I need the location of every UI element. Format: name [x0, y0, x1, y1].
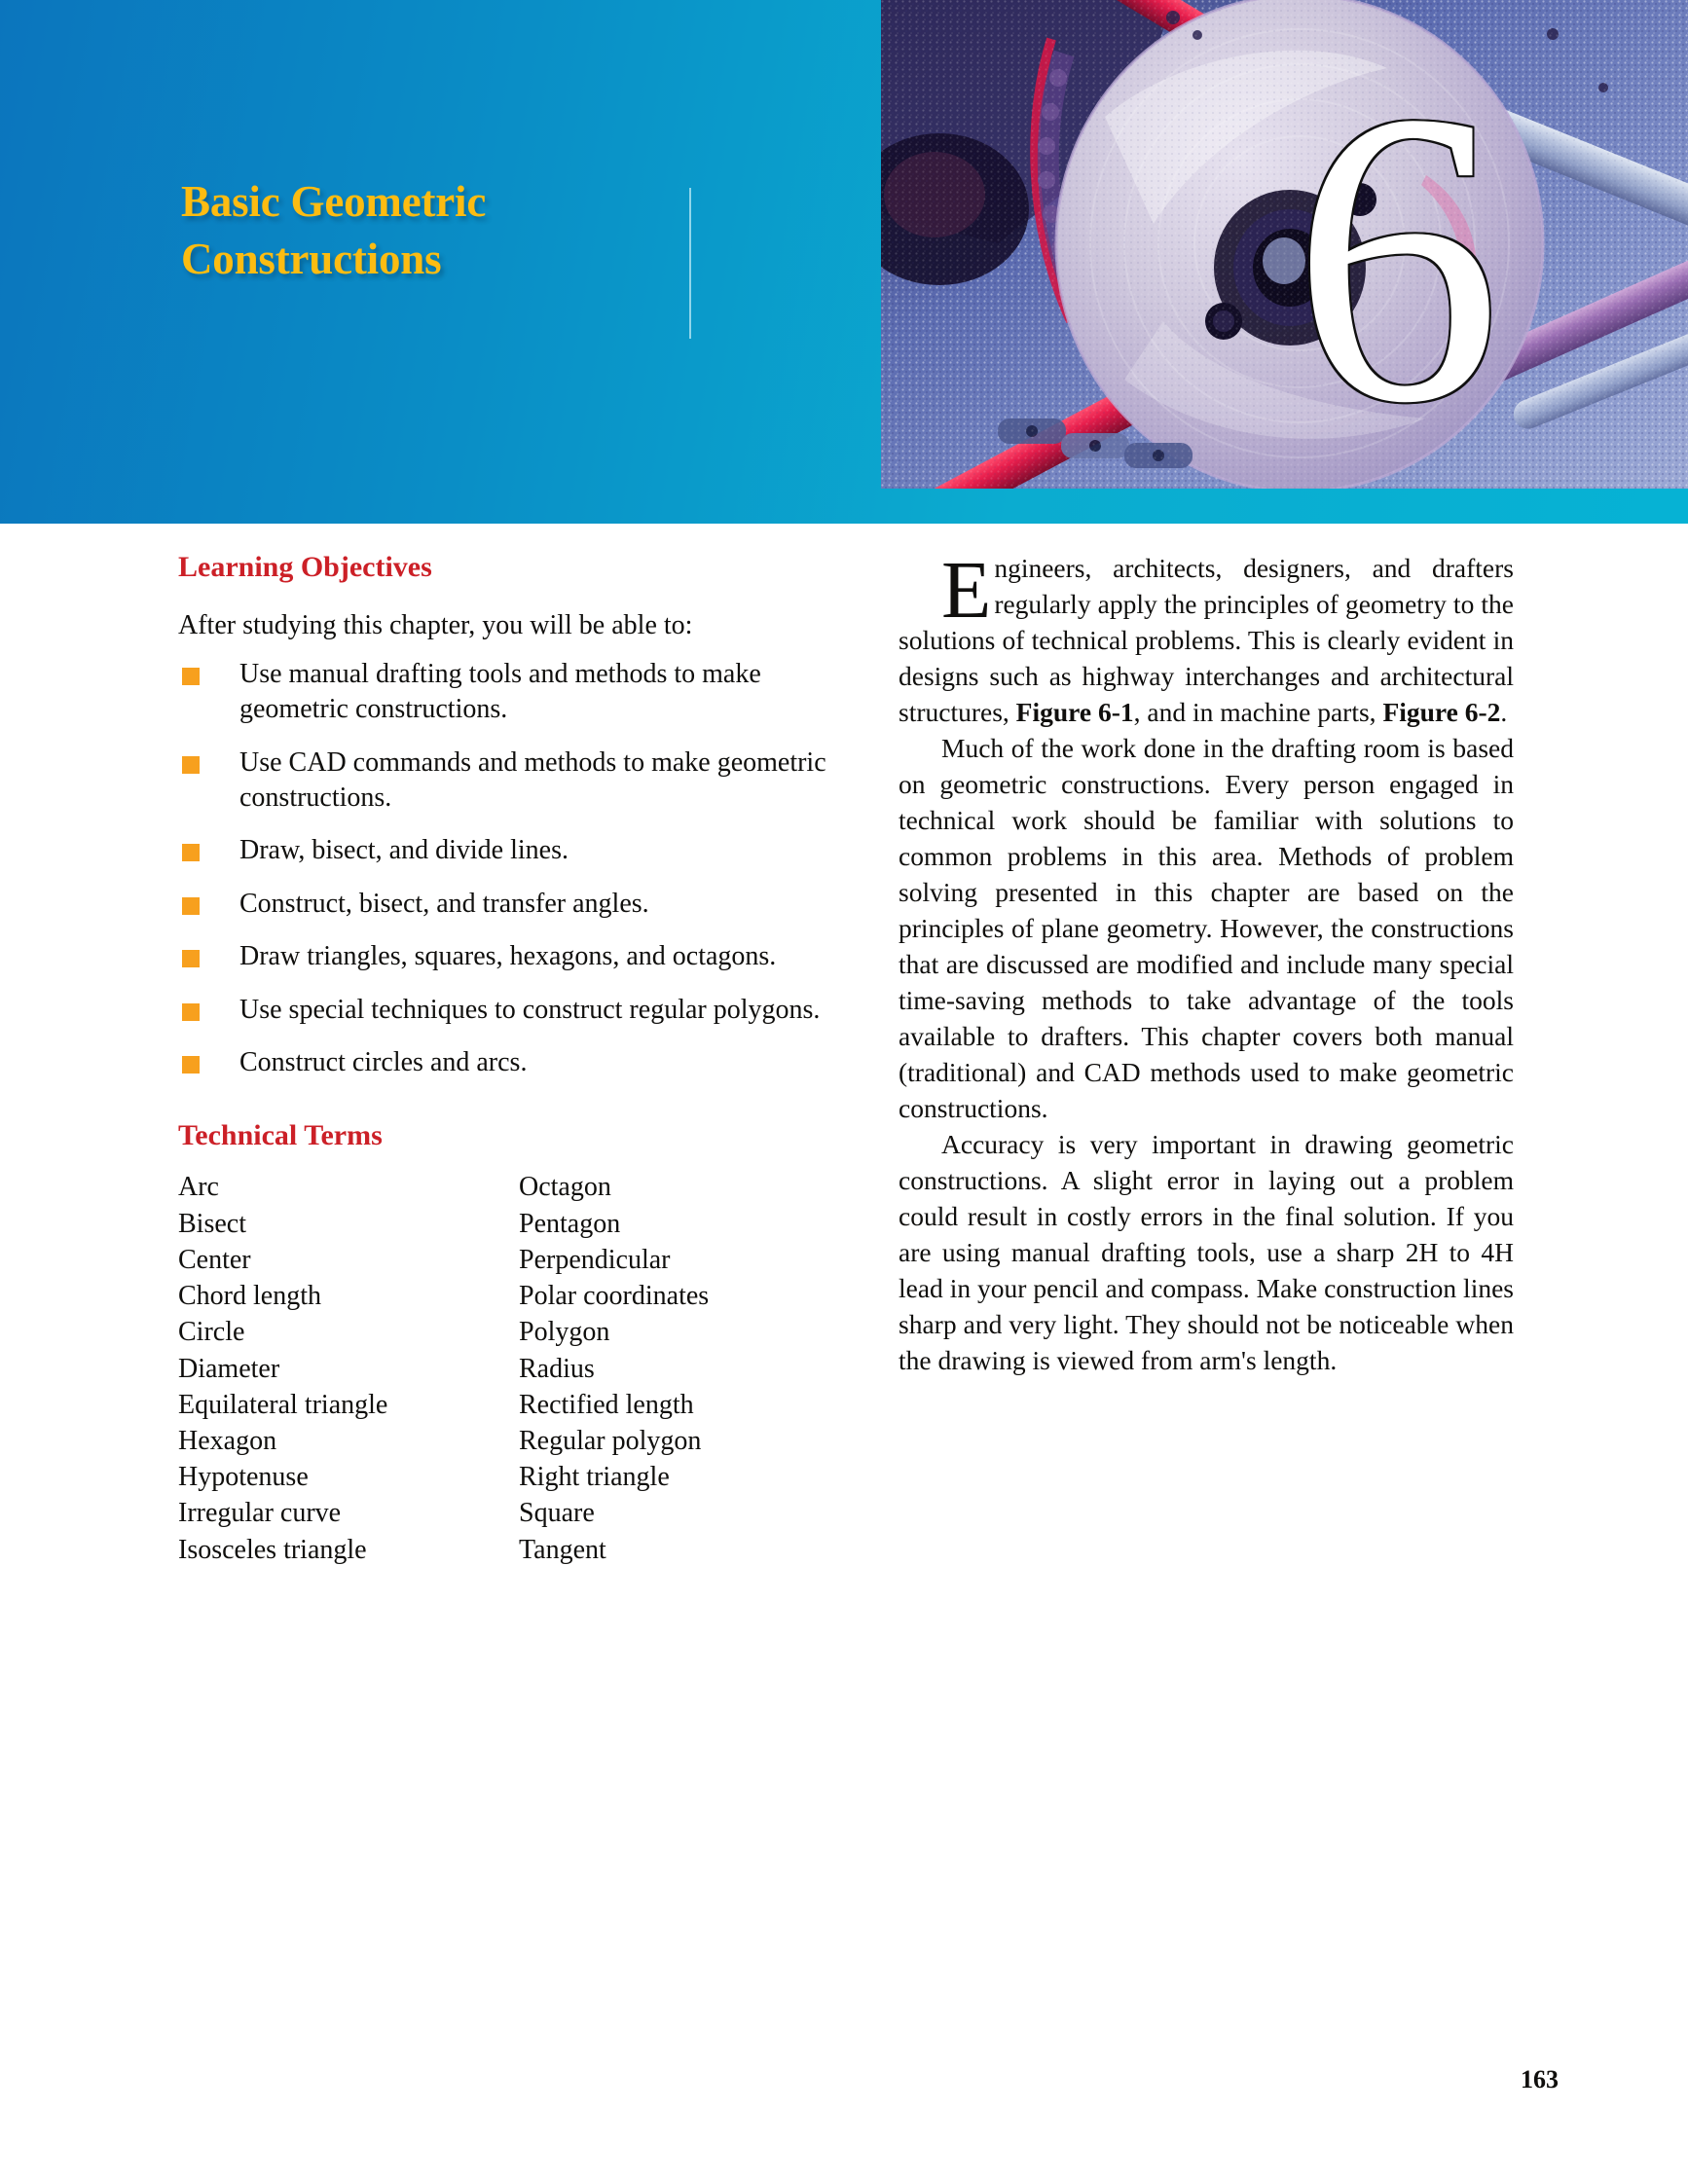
square-bullet-icon: [182, 897, 200, 915]
square-bullet-icon: [182, 668, 200, 685]
list-item: Equilateral triangle: [178, 1389, 388, 1420]
paragraph-1-text-b: , and in machine parts,: [1133, 696, 1383, 727]
list-item: Regular polygon: [519, 1425, 702, 1456]
technical-terms-heading: Technical Terms: [178, 1119, 383, 1152]
list-item: Polar coordinates: [519, 1281, 710, 1312]
list-item: [178, 939, 860, 974]
objective-text: Use CAD commands and methods to make geometric constructions.: [239, 746, 826, 813]
objectives-list: [178, 657, 860, 1081]
objective-text: Draw, bisect, and divide lines.: [239, 835, 569, 866]
terms-column-1: [178, 1169, 519, 1568]
chapter-title-line-2: Constructions: [181, 234, 442, 283]
list-item: Perpendicular: [519, 1244, 671, 1275]
objective-text: Use manual drafting tools and methods to make geometric constructions.: [239, 658, 761, 725]
list-item: [178, 993, 860, 1028]
list-item: Octagon: [519, 1172, 611, 1203]
list-item: Center: [178, 1244, 251, 1275]
objectives-intro-text: After studying this chapter, you will be able to:: [178, 610, 693, 640]
square-bullet-icon: [182, 1003, 200, 1021]
square-bullet-icon: [182, 844, 200, 861]
title-divider-rule: [689, 188, 691, 339]
right-column: [899, 545, 1514, 1379]
square-bullet-icon: [182, 1056, 200, 1074]
objective-text: Construct circles and arcs.: [239, 1046, 528, 1077]
list-item: [178, 746, 860, 817]
left-column: [178, 551, 860, 1568]
figure-reference-6-1: Figure 6-1: [1015, 696, 1134, 727]
square-bullet-icon: [182, 950, 200, 967]
terms-column-2: [519, 1169, 860, 1568]
list-item: [178, 657, 860, 728]
page-content: [0, 524, 1688, 2184]
paragraph-1-text-c: .: [1500, 696, 1508, 727]
list-item: Bisect: [178, 1208, 246, 1239]
list-item: Hexagon: [178, 1425, 277, 1456]
intro-paragraph-1: [899, 545, 1514, 731]
list-item: Arc: [178, 1172, 219, 1203]
list-item: Chord length: [178, 1281, 321, 1312]
list-item: Irregular curve: [178, 1498, 342, 1529]
objective-text: Draw triangles, squares, hexagons, and octagons.: [239, 941, 777, 972]
list-item: Diameter: [178, 1353, 280, 1384]
technical-terms-list: [178, 1169, 860, 1568]
list-item: Radius: [519, 1353, 595, 1384]
chapter-title-line-1: Basic Geometric: [181, 177, 487, 226]
square-bullet-icon: [182, 756, 200, 774]
list-item: [178, 887, 860, 922]
list-item: Isosceles triangle: [178, 1534, 367, 1565]
objective-text: Use special techniques to construct regular polygons.: [239, 994, 821, 1025]
objective-text: Construct, bisect, and transfer angles.: [239, 888, 649, 919]
intro-paragraph-3: Accuracy is very important in drawing geometric constructions. A slight error in laying out a problem could result in costly errors in the final solution. If you are using manual drafting tools, use a sharp 2H to 4H lead in your pencil and compass. Make construction lines sharp and very light. They should not be noticeable when the drawing is viewed from arm's length.: [899, 1128, 1514, 1375]
list-item: Right triangle: [519, 1462, 670, 1493]
list-item: Circle: [178, 1317, 245, 1348]
list-item: [178, 833, 860, 868]
drop-cap-letter: E: [941, 545, 992, 636]
chapter-number: 6: [1292, 26, 1502, 490]
list-item: Polygon: [519, 1317, 610, 1348]
chapter-title: [181, 173, 687, 287]
figure-reference-6-2: Figure 6-2: [1382, 696, 1501, 727]
list-item: Hypotenuse: [178, 1462, 309, 1493]
list-item: Tangent: [519, 1534, 606, 1565]
intro-paragraph-2: Much of the work done in the drafting room is based on geometric constructions. Every person engaged in technical work should be familiar with solutions to common problems in this area. Methods of problem solving presented in this chapter are based on the principles of plane geometry. However, the constructions that are discussed are modified and include many special time-saving methods to take advantage of the tools available to drafters. This chapter covers both manual (traditional) and CAD methods used to make geometric constructions.: [899, 732, 1514, 1123]
list-item: [178, 1045, 860, 1080]
page-number: 163: [1521, 2065, 1559, 2093]
paragraph-1-text-a: ngineers, architects, designers, and drafters regularly apply the principles of geometry to the solutions of technical problems. This is clearly evident in designs such as highway interchanges and architectural structures,: [899, 553, 1514, 727]
list-item: Square: [519, 1498, 595, 1529]
list-item: Pentagon: [519, 1208, 621, 1239]
list-item: Rectified length: [519, 1389, 694, 1420]
learning-objectives-heading: Learning Objectives: [178, 551, 432, 583]
